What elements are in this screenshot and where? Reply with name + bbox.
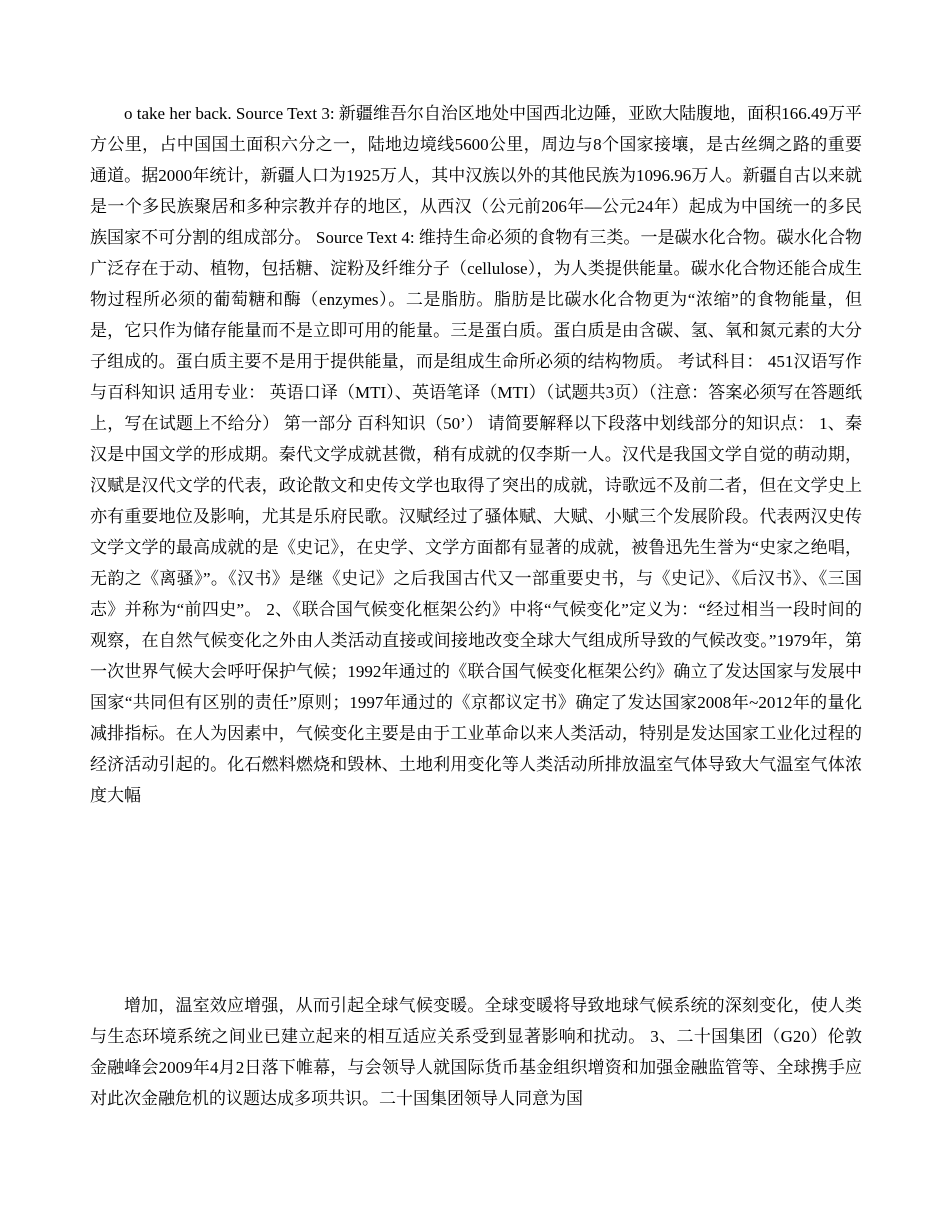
body-paragraph-2: 增加，温室效应增强，从而引起全球气候变暖。全球变暖将导致地球气候系统的深刻变化，使人类与生态环境系统之间业已建立起来的相互适应关系受到显著影响和扰动。 3、二十国集团（G20）伦敦金融峰会2009年4月2日落下帷幕，与会领导人就国际货币基金组织增资和加强金融监管等、全球携手应对此次金融危机的议题达成多项共识。二十国集团领导人同意为国: [90, 996, 862, 1108]
body-paragraph-1: o take her back. Source Text 3: 新疆维吾尔自治区地处中国西北边陲，亚欧大陆腹地，面积166.49万平方公里，占中国国土面积六分之一，陆地边境线5600公里，周边与8个国家接壤，是古丝绸之路的重要通道。据2000年统计，新疆人口为1925万人，其中汉族以外的其他民族为1096.96万人。新疆自古以来就是一个多民族聚居和多种宗教并存的地区，从西汉（公元前206年—公元24年）起成为中国统一的多民族国家不可分割的组成部分。 Source Text 4: 维持生命必须的食物有三类。一是碳水化合物。碳水化合物广泛存在于动、植物，包括糖、淀粉及纤维分子（cellulose），为人类提供能量。碳水化合物还能合成生物过程所必须的葡萄糖和酶（enzymes）。二是脂肪。脂肪是比碳水化合物更为“浓缩”的食物能量，但是，它只作为储存能量而不是立即可用的能量。三是蛋白质。蛋白质是由含碳、氢、氧和氮元素的大分子组成的。蛋白质主要不是用于提供能量，而是组成生命所必须的结构物质。 考试科目： 451汉语写作与百科知识 适用专业： 英语口译（MTI）、英语笔译（MTI）（试题共3页）（注意：答案必须写在答题纸上，写在试题上不给分） 第一部分 百科知识（50’） 请简要解释以下段落中划线部分的知识点： 1、秦汉是中国文学的形成期。秦代文学成就甚微，稍有成就的仅李斯一人。汉代是我国文学自觉的萌动期，汉赋是汉代文学的代表，政论散文和史传文学也取得了突出的成就，诗歌远不及前二者，但在文学史上亦有重要地位及影响，尤其是乐府民歌。汉赋经过了骚体赋、大赋、小赋三个发展阶段。代表两汉史传文学文学的最高成就的是《史记》，在史学、文学方面都有显著的成就，被鲁迅先生誉为“史家之绝唱，无韵之《离骚》”。《汉书》是继《史记》之后我国古代又一部重要史书，与《史记》、《后汉书》、《三国志》并称为“前四史”。 2、《联合国气候变化框架公约》中将“气候变化”定义为：“经过相当一段时间的观察，在自然气候变化之外由人类活动直接或间接地改变全球大气组成所导致的气候改变。”1979年，第一次世界气候大会呼吁保护气候；1992年通过的《联合国气候变化框架公约》确立了发达国家与发展中国家“共同但有区别的责任”原则；1997年通过的《京都议定书》确定了发达国家2008年~2012年的量化减排指标。在人为因素中，气候变化主要是由于工业革命以来人类活动，特别是发达国家工业化过程的经济活动引起的。化石燃料燃烧和毁林、土地利用变化等人类活动所排放温室气体导致大气温室气体浓度大幅: [90, 104, 862, 805]
